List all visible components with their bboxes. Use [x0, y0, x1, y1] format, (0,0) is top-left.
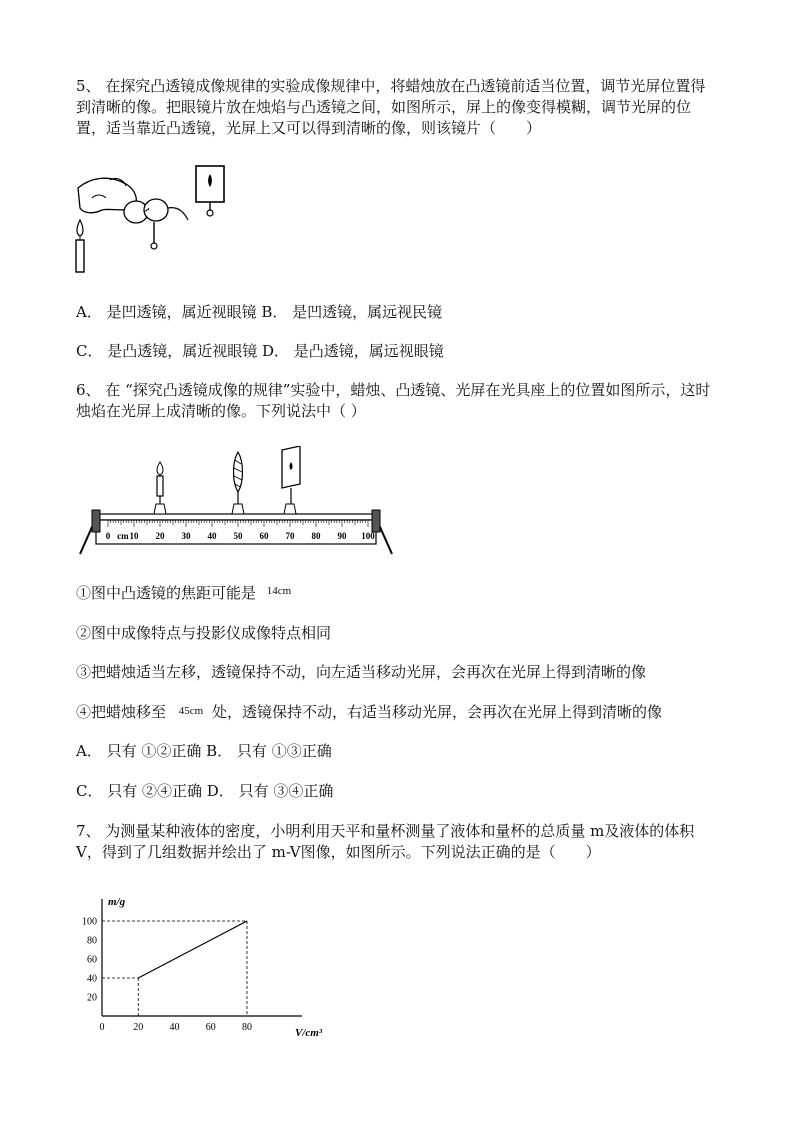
ruler-tick-label: 80: [311, 531, 321, 541]
q5-figure-glasses-lens: [70, 162, 230, 277]
y-axis-label: m/g: [108, 896, 126, 908]
q7-stem: 7、 为测量某种液体的密度，小明利用天平和量杯测量了液体和量杯的总质量 m及液体的体积 V，得到了几组数据并绘出了 m-V图像，如图所示。下列说法正确的是（ ）: [76, 822, 695, 861]
ruler-tick-label: 60: [259, 531, 269, 541]
q6-stem: 6、 在 “探究凸透镜成像的规律”实验中，蜡烛、凸透镜、光屏在光具座上的位置如图所示，这时烛焰在光屏上成清晰的像。下列说法中（ ）: [76, 381, 711, 420]
data-line: [138, 921, 247, 978]
y-tick-label: 80: [87, 935, 97, 947]
q6-s4-pre: ④把蜡烛移至: [76, 703, 167, 721]
mv-chart-svg: [70, 888, 350, 1048]
ruler-tick-label: 10: [129, 531, 139, 541]
q6-s4-position-value: 45cm: [178, 705, 204, 717]
q5-options-ab: A． 是凹透镜，属近视眼镜 B． 是凹透镜，属远视民镜: [76, 303, 443, 321]
ruler-tick-label: 40: [207, 531, 217, 541]
q6-options-cd: C． 只有 ②④正确 D． 只有 ③④正确: [76, 782, 334, 800]
bench-rail: [96, 514, 376, 520]
q5-options-cd: C． 是凸透镜，属近视眼镜 D． 是凸透镜，属远视眼镜: [76, 342, 444, 360]
y-tick-label: 40: [87, 973, 97, 985]
ruler-tick-label: 100: [361, 531, 375, 541]
bench-right-end: [372, 510, 380, 532]
q5-figure-svg: [70, 162, 230, 277]
q6-statement-4: [76, 702, 662, 724]
q6-options-ab: A． 只有 ①②正确 B． 只有 ①③正确: [76, 742, 332, 760]
q6-statement-2: ②图中成像特点与投影仪成像特点相同: [76, 624, 332, 642]
ruler-tick-label: 0: [105, 531, 111, 541]
q6-s1-text: ①图中凸透镜的焦距可能是: [76, 584, 257, 602]
ruler-unit: cm: [117, 531, 129, 541]
x-axis-label: V/cm³: [295, 1027, 323, 1039]
y-tick-labels: [82, 917, 97, 1004]
q5-stem: 5、 在探究凸透镜成像规律的实验成像规律中，将蜡烛放在凸透镜前适当位置，调节光屏位置得到清晰的像。把眼镜片放在烛焰与凸透镜之间，如图所示，屏上的像变得模糊，调节光屏的位置，适当靠近凸透镜，光屏上又可以得到清晰的像，则该镜片（ ）: [76, 77, 706, 137]
x-tick-label: 60: [205, 1022, 216, 1033]
q6-statement-3: ③把蜡烛适当左移，透镜保持不动，向左适当移动光屏，会再次在光屏上得到清晰的像: [76, 663, 647, 681]
q7-mv-chart: [70, 888, 350, 1048]
q6-optical-bench-figure: [76, 446, 396, 558]
q6-s1-focal-value: 14cm: [266, 585, 292, 597]
x-tick-label: 80: [242, 1022, 252, 1033]
bench-left-end: [92, 510, 100, 532]
series-line: [138, 921, 247, 978]
x-tick-labels: [100, 1022, 253, 1033]
ruler-tick-label: 90: [337, 531, 347, 541]
ruler-tick-label: 20: [155, 531, 165, 541]
convex-lens: [232, 452, 244, 514]
x-tick-label: 40: [169, 1022, 180, 1033]
q6-s4-post: 处，透镜保持不动，右适当移动光屏，会再次在光屏上得到清晰的像: [212, 703, 663, 721]
dashed-guides: [102, 921, 247, 1016]
ruler-tick-label: 30: [181, 531, 191, 541]
ruler-tick-label: 70: [285, 531, 295, 541]
candle: [154, 462, 166, 514]
optical-bench-svg: [76, 446, 396, 558]
x-tick-label: 0: [99, 1022, 105, 1033]
x-tick-label: 20: [133, 1022, 144, 1033]
y-tick-label: 20: [87, 992, 97, 1004]
y-tick-label: 100: [82, 916, 97, 928]
ruler-tick-label: 50: [233, 531, 243, 541]
light-screen: [282, 446, 300, 514]
q6-statement-1: [76, 583, 291, 605]
y-tick-label: 60: [87, 954, 97, 966]
